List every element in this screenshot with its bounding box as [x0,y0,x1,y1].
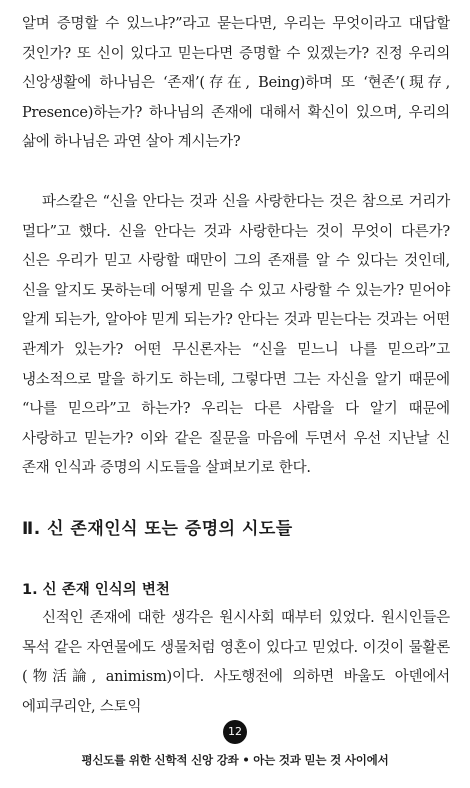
paragraph-spacer [22,158,450,188]
body-paragraph-1: 알며 증명할 수 있느냐?”라고 묻는다면, 우리는 무엇이라고 대답할 것인가? 또 신이 있다고 믿는다면 증명할 수 있겠는가? 진정 우리의 신앙생활에 하나님은 ‘존재’(存在, Being)하며 또 ‘현존’(現存, Presence)하는가? 하나님의 존재에 대해서 확신이 있으며, 우리의 삶에 하나님은 과연 살아 계시는가? [22,16,450,151]
sub-heading: 1. 신 존재 인식의 변천 [22,581,170,598]
running-footer: 평신도를 위한 신학적 신앙 강좌 • 아는 것과 믿는 것 사이에서 [81,753,389,767]
page-number-badge: 12 [223,720,247,744]
body-paragraph-3: 신적인 존재에 대한 생각은 원시사회 때부터 있었다. 원시인들은 목석 같은 자연물에도 생물처럼 영혼이 있다고 믿었다. 이것이 물활론(物活論, animism)이다. 사도행전에 의하면 바울도 아덴에서 에피쿠리안, 스토익 [22,609,450,715]
section-heading: Ⅱ. 신 존재인식 또는 증명의 시도들 [22,518,293,539]
page-content [22,10,450,722]
body-paragraph-2: 파스칼은 “신을 안다는 것과 신을 사랑한다는 것은 참으로 거리가 멀다”고 했다. 신을 안다는 것과 사랑한다는 것이 무엇이 다른가? 신은 우리가 믿고 사랑할 때만이 그의 존재를 알 수 있다는 것인데, 신을 알지도 못하는데 어떻게 믿을 수 있고 사랑할 수 있는가? 믿어야 알게 되는가, 알아야 믿게 되는가? 안다는 것과 믿는다는 것과는 어떤 관계가 있는가? 어떤 무신론자는 “신을 믿느니 나를 믿으라”고 냉소적으로 말을 하기도 하는데, 그렇다면 그는 자신을 알기 때문에 “나를 믿으라”고 하는가? 우리는 다른 사람을 다 알기 때문에 사랑하고 믿는가? 이와 같은 질문을 마음에 두면서 우선 지난날 신 존재 인식과 증명의 시도들을 살펴보기로 한다. [22,193,450,477]
